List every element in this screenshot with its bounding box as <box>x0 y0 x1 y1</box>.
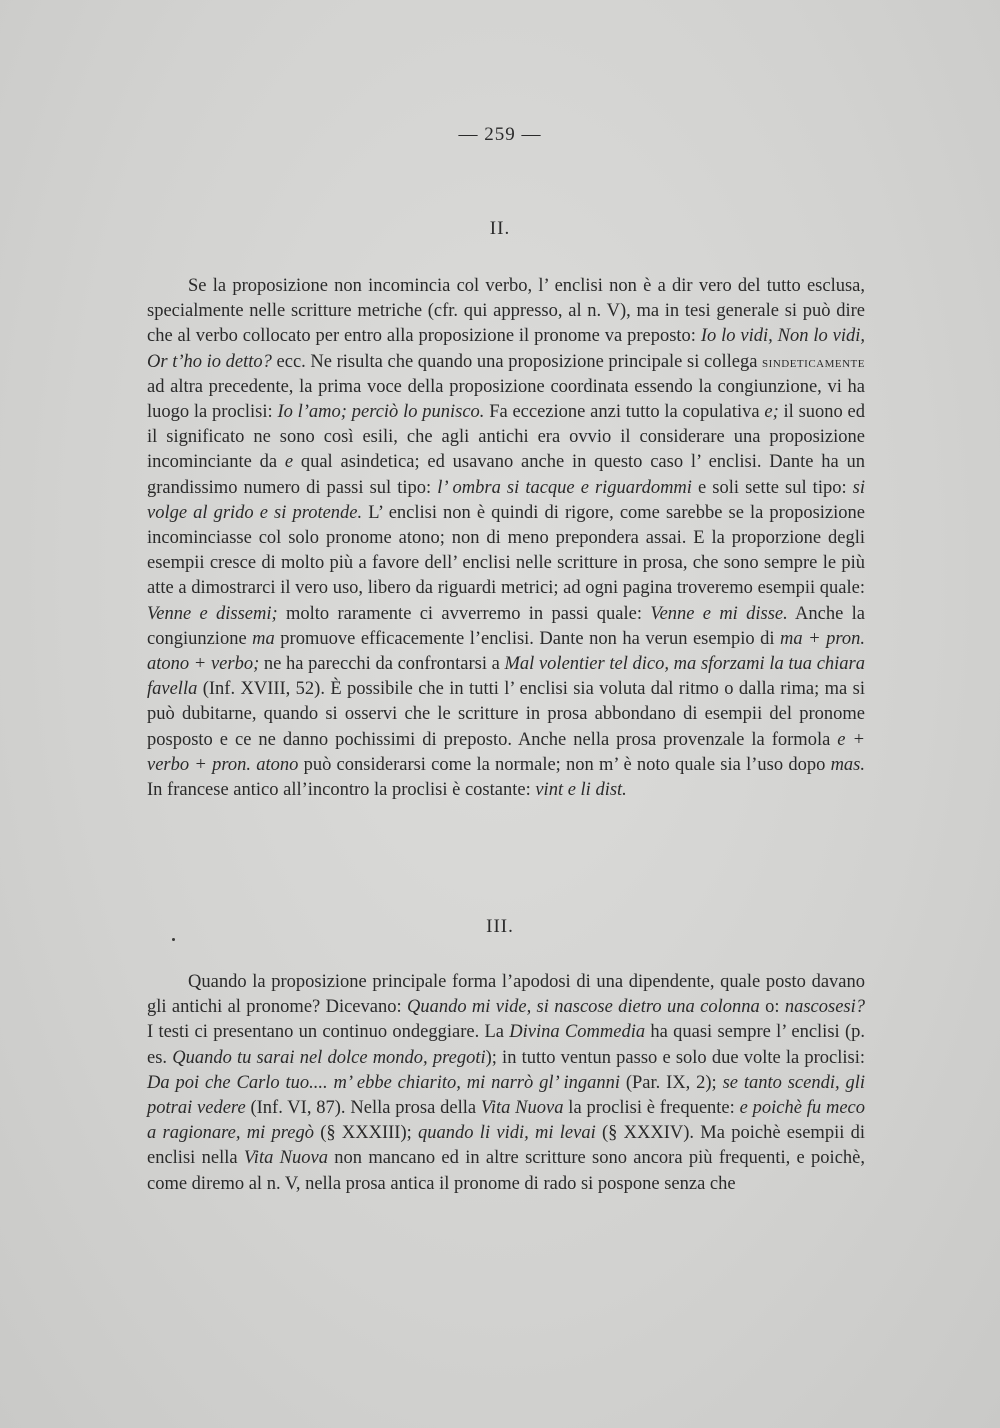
small-caps-term: sindeticamente <box>762 353 865 371</box>
text-run: In francese antico all’incontro la proclisi è costante: <box>147 780 536 801</box>
text-run: (§ XXXIII); <box>313 1123 419 1144</box>
ink-speck <box>172 938 175 941</box>
italic-example: Venne e mi disse. <box>650 603 788 624</box>
text-run: ecc. Ne risulta che quando una proposizione principale si collega <box>271 351 763 372</box>
italic-example: Venne e dissemi; <box>147 603 278 624</box>
italic-example: ma + pron. atono + verbo; <box>147 628 865 675</box>
text-run: Fa eccezione anzi tutto la copulativa <box>484 402 765 423</box>
paragraph-text <box>147 970 865 1197</box>
italic-example: e + verbo + pron. atono <box>147 729 865 775</box>
text-run: promuove efficacemente l’enclisi. Dante non ha verun esempio di <box>274 628 780 649</box>
italic-example: si volge al grido e si protende. <box>147 477 866 523</box>
text-run: (Inf. VI, 87). Nella prosa della <box>245 1098 481 1119</box>
text-run: (Inf. XVIII, 52). È possibile che in tutti l’ enclisi sia voluta dal ritmo o dalla rima; ma si può dubitarne, quando si osservi che le scritture in prosa abbondano di esempii del pronome posposto e ce ne danno pochissimi di preposto. Anche nella prosa provenzale la formola <box>147 679 865 750</box>
italic-example: Io l’amo; perciò lo punisco. <box>277 402 485 423</box>
text-run: ad altra precedente, la prima voce della proposizione coordinata essendo la congiunzione, vi ha luogo la proclisi: <box>147 376 865 423</box>
italic-example: e; <box>764 402 779 423</box>
page-number: — 259 — <box>458 124 542 145</box>
text-run: ); in tutto ventun passo e solo due volte la proclisi: <box>485 1047 865 1068</box>
paragraph-section-3 <box>147 970 865 1197</box>
text-run: I testi ci presentano un continuo ondeggiare. La <box>147 1022 510 1043</box>
text-run: la proclisi è frequente: <box>563 1098 740 1119</box>
text-run: può considerarsi come la normale; non m’ è noto quale sia l’uso dopo <box>298 754 831 775</box>
italic-example: Quando tu sarai nel dolce mondo, pregoti <box>172 1047 486 1068</box>
italic-example: se tanto scendi, gli potrai vedere <box>147 1072 866 1119</box>
text-run: Se la proposizione non incomincia col verbo, l’ enclisi non è a dir vero del tutto esclusa, specialmente nelle scritture metriche (cfr. qui appresso, al n. V), ma in tesi generale si può dire che al verbo collocato per entro alla proposizione il pronome va preposto: <box>147 276 865 347</box>
text-run: (Par. IX, 2); <box>619 1072 723 1093</box>
italic-example: l’ ombra si tacque e riguardommi <box>437 477 692 498</box>
text-run: Quando la proposizione principale forma l’apodosi di una dipendente, quale posto davano gli antichi al pronome? Dicevano: <box>147 972 865 1018</box>
italic-title: Vita Nuova <box>243 1148 328 1169</box>
italic-title: Vita Nuova <box>480 1098 564 1119</box>
text-run: (§ XXXIV). Ma poichè esempii di enclisi nella <box>147 1123 866 1169</box>
text-run: ne ha parecchi da confrontarsi a <box>259 654 505 675</box>
italic-example: Io lo vidi, Non lo vidi, Or t’ho io detto? <box>147 326 865 372</box>
italic-title: Divina Commedia <box>509 1022 646 1043</box>
text-run: qual asindetica; ed usavano anche in questo caso l’ enclisi. Dante ha un grandissimo numero di passi sul tipo: <box>147 452 865 498</box>
italic-example: nascosesi? <box>784 997 865 1018</box>
italic-example: vint e li dist. <box>535 780 627 801</box>
text-run: ha quasi sempre l’ enclisi (p. es. <box>147 1022 865 1068</box>
italic-example: mas. <box>830 754 865 775</box>
text-run: il suono ed il significato ne sono così esili, che agli antichi era ovvio il considerare una proposizione incominciante da <box>147 402 866 473</box>
text-run: o: <box>759 997 785 1018</box>
text-run: molto raramente ci avverremo in passi quale: <box>277 603 651 624</box>
text-run: non mancano ed in altre scritture sono ancora più frequenti, e poichè, come diremo al n. V, nella prosa antica il pronome di rado si pospone senza che <box>147 1148 865 1194</box>
text-run: e soli sette sul tipo: <box>691 477 853 498</box>
italic-example: Quando mi vide, si nascose dietro una colonna <box>406 997 760 1018</box>
text-run: Anche la congiunzione <box>147 603 865 649</box>
section-heading-3: III. <box>486 916 514 937</box>
italic-example: Da poi che Carlo tuo.... m’ ebbe chiarito, mi narrò gl’ inganni <box>147 1072 620 1093</box>
paragraph-section-2 <box>147 274 865 803</box>
section-heading-2: II. <box>489 218 511 239</box>
italic-example: quando li vidi, mi levai <box>418 1123 596 1144</box>
italic-example: e <box>284 452 294 473</box>
italic-example: e poichè fu meco a ragionare, mi pregò <box>147 1098 865 1144</box>
italic-example: Mal volentier tel dico, ma sforzami la tua chiara favella <box>147 654 866 700</box>
italic-example: ma <box>252 628 275 649</box>
text-run: L’ enclisi non è quindi di rigore, come sarebbe se la proposizione incominciasse col solo pronome atono; non di meno prepondera assai. E la proporzione degli esempii cresce di molto più a favore dell’ enclisi nelle scritture in prosa, che sono sempre le più atte a dimostrarci il vero uso, libero da riguardi metrici; ad ogni pagina troveremo esempii quale: <box>147 502 865 599</box>
paragraph-text <box>147 274 865 803</box>
